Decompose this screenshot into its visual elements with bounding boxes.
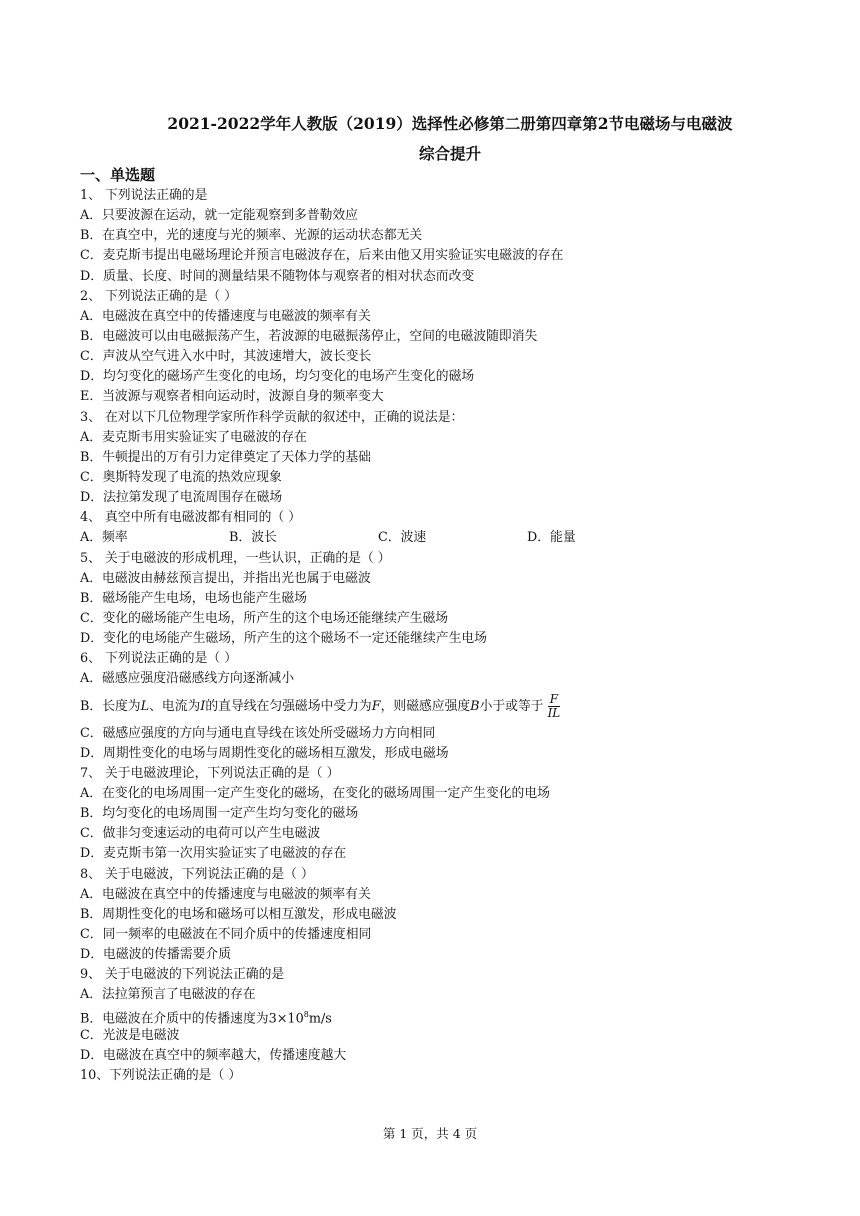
- option-c: C．光波是电磁波: [80, 1027, 180, 1043]
- option-c: C．声波从空气进入水中时，其波速增大，波长变长: [80, 349, 372, 365]
- option-c: C．麦克斯韦提出电磁场理论并预言电磁波存在，后来由他又用实验证实电磁波的存在: [80, 248, 564, 264]
- option-b: B．波长: [229, 530, 277, 546]
- option-b: [80, 1005, 780, 1025]
- option-d: D．周期性变化的电场与周期性变化的磁场相互激发，形成电磁场: [80, 745, 449, 761]
- option-a: A．频率: [80, 530, 128, 546]
- question-stem: 3、 在对以下几位物理学家所作科学贡献的叙述中，正确的说法是：: [80, 409, 464, 425]
- question-stem: 2、 下列说法正确的是（ ）: [80, 288, 238, 304]
- option-a: A．只要波源在运动，就一定能观察到多普勒效应: [80, 208, 358, 224]
- option-b-text: 小于或等于: [479, 698, 544, 714]
- document-subtitle: 综合提升: [418, 144, 481, 163]
- question-stem: 4、 真空中所有电磁波都有相同的（ ）: [80, 510, 302, 526]
- option-d: D．电磁波在真空中的频率越大，传播速度越大: [80, 1047, 347, 1063]
- option-a: A．麦克斯韦用实验证实了电磁波的存在: [80, 429, 307, 445]
- option-c: C．奥斯特发现了电流的热效应现象: [80, 469, 282, 485]
- option-b: B．均匀变化的电场周围一定产生均匀变化的磁场: [80, 806, 359, 822]
- option-a: A．在变化的电场周围一定产生变化的磁场，在变化的磁场周围一定产生变化的电场: [80, 785, 550, 801]
- option-d: D．变化的电场能产生磁场，所产生的这个磁场不一定还能继续产生电场: [80, 631, 487, 647]
- document-title: 2021-2022学年人教版（2019）选择性必修第二册第四章第2节电磁场与电磁波: [167, 114, 733, 133]
- option-c: C．波速: [378, 530, 427, 546]
- option-b: B．周期性变化的电场和磁场可以相互激发，形成电磁波: [80, 906, 397, 922]
- option-e: E．当波源与观察者相向运动时，波源自身的频率变大: [80, 389, 384, 405]
- option-b: [80, 690, 780, 724]
- option-c: C．磁感应强度的方向与通电直导线在该处所受磁场力方向相同: [80, 725, 436, 741]
- speed-exponent: 8: [303, 1010, 309, 1020]
- speed-value: 3×10: [268, 1011, 304, 1027]
- var-f: F: [371, 698, 381, 714]
- option-d: D．电磁波的传播需要介质: [80, 947, 232, 963]
- fraction: [546, 693, 563, 720]
- option-b-text: B．长度为: [80, 698, 141, 714]
- option-b-text: B．电磁波在介质中的传播速度为: [80, 1011, 269, 1027]
- option-d: D．能量: [527, 530, 576, 546]
- option-d: D．质量、长度、时间的测量结果不随物体与观察者的相对状态而改变: [80, 268, 475, 284]
- question-stem: 8、 关于电磁波，下列说法正确的是（ ）: [80, 866, 314, 882]
- option-c: C．做非匀变速运动的电荷可以产生电磁波: [80, 826, 321, 842]
- option-b: B．磁场能产生电场，电场也能产生磁场: [80, 590, 307, 606]
- option-a: A．电磁波在真空中的传播速度与电磁波的频率有关: [80, 886, 371, 902]
- option-b: B．在真空中，光的速度与光的频率、光源的运动状态都无关: [80, 228, 423, 244]
- option-row: [80, 528, 780, 548]
- option-d: D．均匀变化的磁场产生变化的电场，均匀变化的电场产生变化的磁场: [80, 369, 475, 385]
- question-stem: 9、 关于电磁波的下列说法正确的是: [80, 967, 285, 983]
- question-stem: 6、 下列说法正确的是（ ）: [80, 651, 238, 667]
- var-b: B: [470, 698, 480, 714]
- option-a: A．磁感应强度沿磁感线方向逐渐减小: [80, 671, 294, 687]
- var-l: L: [140, 698, 150, 714]
- option-a: A．电磁波由赫兹预言提出，并指出光也属于电磁波: [80, 570, 371, 586]
- fraction-denominator: IL: [547, 705, 561, 720]
- option-b-text: 、电流为: [149, 698, 201, 714]
- question-stem: 5、 关于电磁波的形成机理，一些认识，正确的是（ ）: [80, 550, 391, 566]
- fraction-numerator: F: [549, 691, 559, 706]
- var-i: I: [200, 698, 206, 714]
- option-b-text: 的直导线在匀强磁场中受力为: [205, 698, 372, 714]
- page-footer: 第 1 页，共 4 页: [382, 1126, 478, 1141]
- option-a: A．电磁波在真空中的传播速度与电磁波的频率有关: [80, 308, 371, 324]
- question-list: [80, 186, 780, 1086]
- option-d: D．法拉第发现了电流周围存在磁场: [80, 490, 283, 506]
- option-b-text: ，则磁感应强度: [380, 698, 471, 714]
- section-heading: 一、单选题: [80, 166, 156, 184]
- option-b: B．牛顿提出的万有引力定律奠定了天体力学的基础: [80, 449, 371, 465]
- speed-unit: m/s: [308, 1011, 332, 1027]
- option-c: C．变化的磁场能产生电场，所产生的这个电场还能继续产生磁场: [80, 610, 449, 626]
- option-a: A．法拉第预言了电磁波的存在: [80, 987, 256, 1003]
- question-stem: 7、 关于电磁波理论，下列说法正确的是（ ）: [80, 765, 340, 781]
- option-c: C．同一频率的电磁波在不同介质中的传播速度相同: [80, 926, 372, 942]
- option-b: B．电磁波可以由电磁振荡产生，若波源的电磁振荡停止，空间的电磁波随即消失: [80, 328, 538, 344]
- question-stem: 10、下列说法正确的是（ ）: [80, 1067, 242, 1083]
- option-d: D．麦克斯韦第一次用实验证实了电磁波的存在: [80, 846, 347, 862]
- question-stem: 1、 下列说法正确的是: [80, 188, 208, 203]
